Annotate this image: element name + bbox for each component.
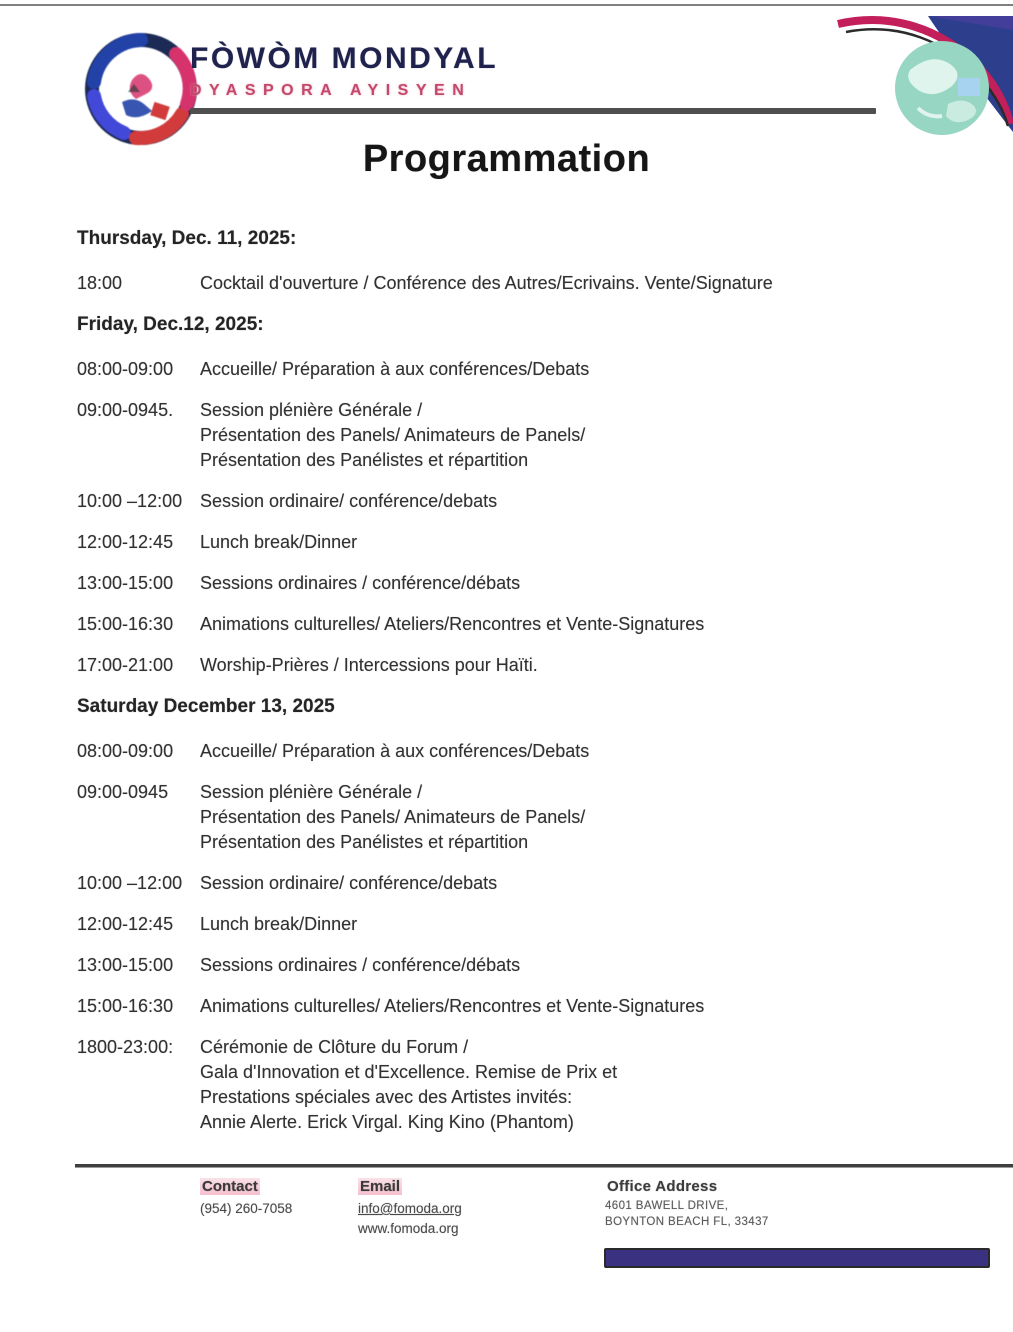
footer-line: (954) 260-7058 [200, 1201, 293, 1216]
schedule-description [200, 357, 953, 382]
schedule-description-line: Sessions ordinaires / conférence/débats [200, 955, 521, 975]
schedule-row [77, 994, 953, 1019]
schedule-description-line: Session ordinaire/ conférence/debats [200, 873, 498, 893]
schedule-description [200, 653, 953, 678]
footer-line: info@fomoda.org [358, 1201, 462, 1216]
schedule-section [77, 312, 953, 678]
schedule-time: 15:00-16:30 [77, 996, 174, 1016]
schedule-description [200, 530, 953, 555]
brand-title: FÒWÒM MONDYAL [190, 42, 499, 75]
schedule-description-line: Accueille/ Préparation à aux conférences/Debats [200, 741, 590, 761]
schedule-row [77, 530, 953, 555]
schedule-time: 09:00-0945. [77, 400, 174, 420]
schedule-description [200, 953, 953, 978]
schedule-description [200, 271, 953, 296]
schedule-rows [77, 271, 953, 296]
schedule-description [200, 994, 953, 1019]
schedule-time: 13:00-15:00 [77, 955, 174, 975]
schedule-description [200, 612, 953, 637]
schedule-time: 10:00 –12:00 [77, 491, 183, 511]
schedule-row [77, 912, 953, 937]
header [0, 0, 1013, 150]
schedule-description-line: Session plénière Générale / [200, 782, 423, 802]
footer-office-address [605, 1178, 769, 1228]
schedule-description [200, 739, 953, 764]
schedule-row [77, 398, 953, 473]
schedule [0, 202, 1013, 1151]
header-rule [190, 108, 876, 114]
schedule-section [77, 226, 953, 296]
schedule-description-line: Animations culturelles/ Ateliers/Rencontres et Vente-Signatures [200, 614, 705, 634]
schedule-description-line: Session plénière Générale / [200, 400, 423, 420]
fowom-logo-icon [84, 32, 198, 146]
schedule-rows [77, 357, 953, 678]
schedule-description-line: Sessions ordinaires / conférence/débats [200, 573, 521, 593]
schedule-description-line: Animations culturelles/ Ateliers/Rencontres et Vente-Signatures [200, 996, 705, 1016]
schedule-row [77, 739, 953, 764]
schedule-description [200, 489, 953, 514]
footer-line: www.fomoda.org [358, 1221, 459, 1236]
schedule-description [200, 912, 953, 937]
schedule-description [200, 780, 953, 855]
schedule-row [77, 571, 953, 596]
schedule-description-line: Présentation des Panels/ Animateurs de Panels/ [200, 807, 586, 827]
office-address-label: Office Address [607, 1178, 718, 1195]
schedule-row [77, 953, 953, 978]
schedule-time: 15:00-16:30 [77, 614, 174, 634]
schedule-description [200, 398, 953, 473]
schedule-description [200, 571, 953, 596]
email-label: Email [360, 1178, 401, 1195]
schedule-time: 17:00-21:00 [77, 655, 174, 675]
schedule-day-heading: Saturday December 13, 2025 [77, 696, 335, 717]
schedule-row [77, 357, 953, 382]
schedule-time: 12:00-12:45 [77, 532, 174, 552]
schedule-time: 08:00-09:00 [77, 359, 174, 379]
contact-label: Contact [202, 1178, 258, 1195]
schedule-time: 10:00 –12:00 [77, 873, 183, 893]
schedule-row [77, 612, 953, 637]
brand-subtitle: DYASPORA AYISYEN [190, 82, 472, 99]
schedule-description-line: Lunch break/Dinner [200, 914, 358, 934]
schedule-row [77, 653, 953, 678]
schedule-rows [77, 739, 953, 1135]
schedule-description-line: Présentation des Panélistes et répartition [200, 832, 529, 852]
schedule-time: 18:00 [77, 273, 123, 293]
footer-contact [200, 1178, 292, 1216]
schedule-row [77, 271, 953, 296]
globe-icon [895, 41, 989, 135]
brand-block [190, 42, 876, 114]
schedule-description [200, 1035, 953, 1135]
schedule-description-line: Worship-Prières / Intercessions pour Haïti. [200, 655, 538, 675]
schedule-description-line: Cocktail d'ouverture / Conférence des Autres/Ecrivains. Vente/Signature [200, 273, 773, 293]
footer [0, 1164, 1013, 1332]
schedule-time: 12:00-12:45 [77, 914, 174, 934]
schedule-day-heading: Friday, Dec.12, 2025: [77, 314, 264, 335]
schedule-description-line: Lunch break/Dinner [200, 532, 358, 552]
schedule-row [77, 780, 953, 855]
schedule-day-heading: Thursday, Dec. 11, 2025: [77, 228, 297, 249]
page-title: Programmation [362, 138, 651, 180]
schedule-time: 13:00-15:00 [77, 573, 174, 593]
corner-decoration [830, 0, 1013, 140]
footer-line: 4601 BAWELL DRIVE, [605, 1200, 729, 1212]
schedule-time: 09:00-0945 [77, 782, 169, 802]
footer-email [358, 1178, 462, 1236]
schedule-description-line: Cérémonie de Clôture du Forum / [200, 1037, 469, 1057]
schedule-description-line: Session ordinaire/ conférence/debats [200, 491, 498, 511]
schedule-description-line: Présentation des Panels/ Animateurs de Panels/ [200, 425, 586, 445]
footer-rule [75, 1164, 1013, 1168]
schedule-description [200, 871, 953, 896]
schedule-description-line: Gala d'Innovation et d'Excellence. Remise de Prix et [200, 1062, 618, 1082]
schedule-description-line: Prestations spéciales avec des Artistes invités: [200, 1087, 573, 1107]
footer-line: BOYNTON BEACH FL, 33437 [605, 1216, 769, 1228]
schedule-row [77, 1035, 953, 1135]
schedule-row [77, 871, 953, 896]
schedule-time: 1800-23:00: [77, 1037, 174, 1057]
schedule-description-line: Accueille/ Préparation à aux conférences/Debats [200, 359, 590, 379]
footer-accent-bar [604, 1248, 990, 1268]
schedule-section [77, 694, 953, 1135]
schedule-description-line: Présentation des Panélistes et répartition [200, 450, 529, 470]
schedule-row [77, 489, 953, 514]
schedule-description-line: Annie Alerte. Erick Virgal. King Kino (Phantom) [200, 1112, 574, 1132]
schedule-time: 08:00-09:00 [77, 741, 174, 761]
